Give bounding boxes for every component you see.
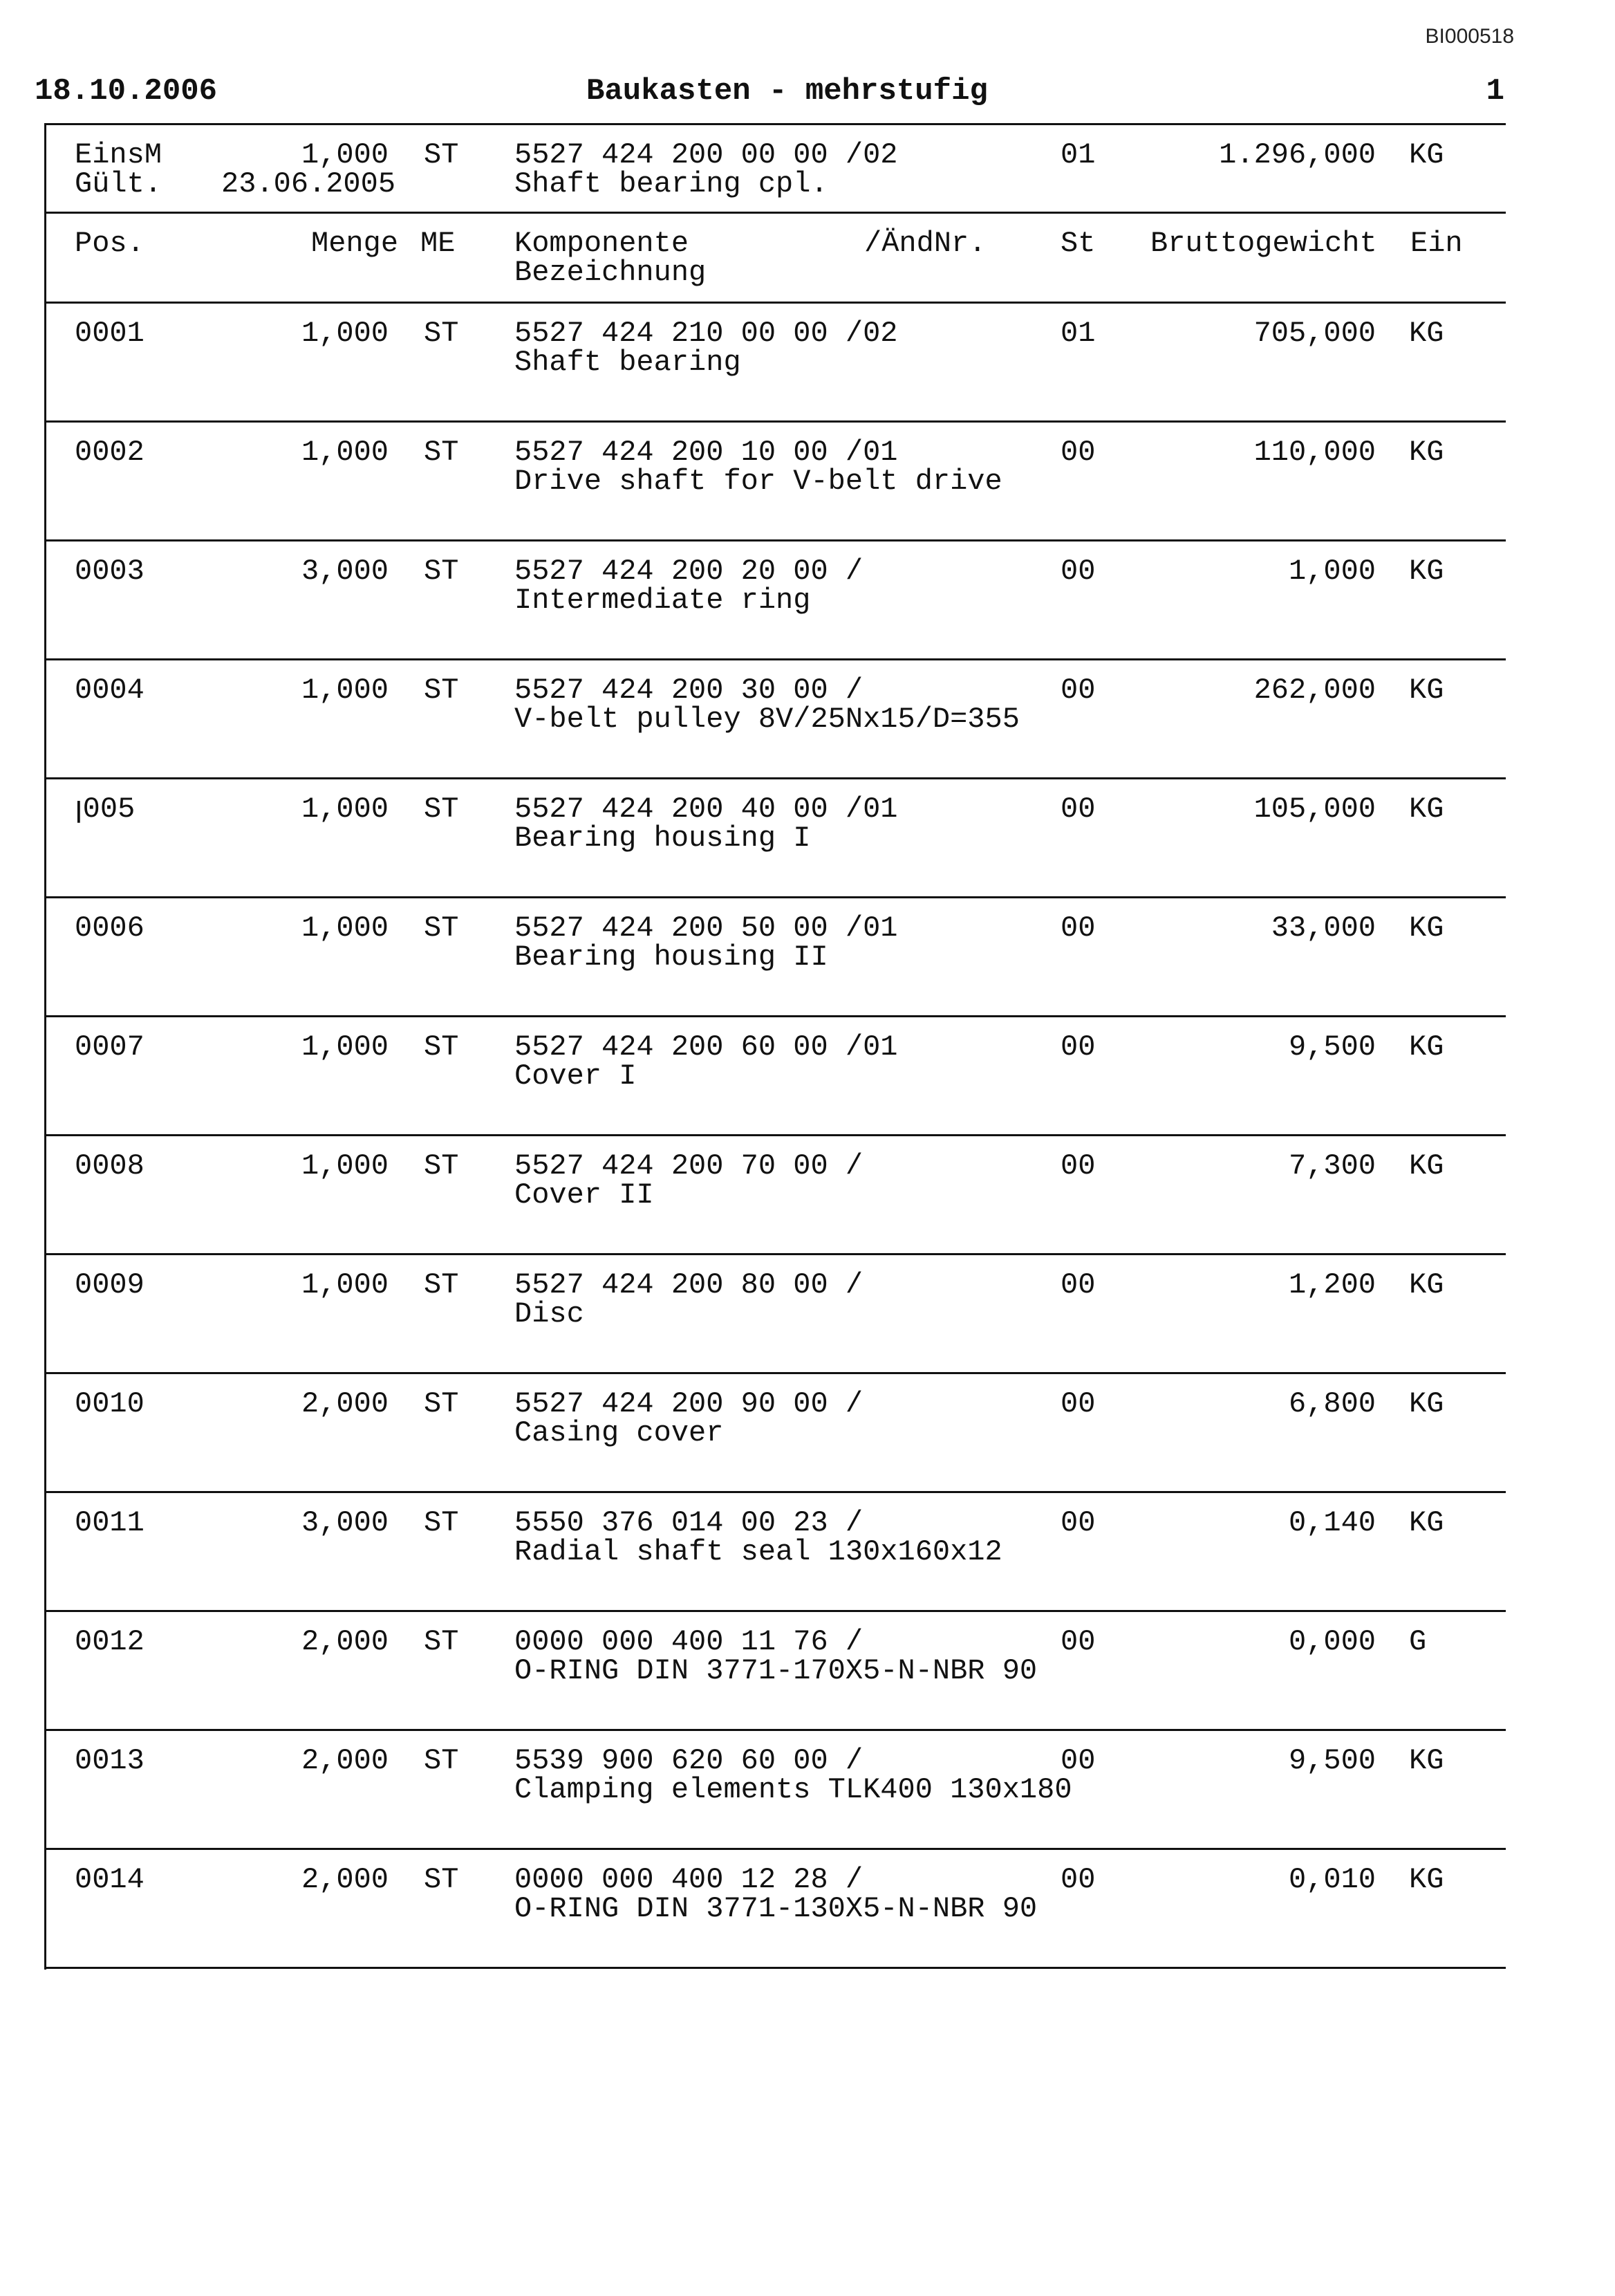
row-pos: 0013 <box>75 1744 144 1777</box>
assembly-weight: 1.296,000 <box>1219 138 1376 172</box>
table-row <box>44 1372 1506 1491</box>
row-weight: 9,500 <box>1288 1744 1376 1777</box>
row-quantity: 2,000 <box>301 1863 389 1896</box>
row-st: 00 <box>1061 793 1096 826</box>
row-weight: 6,800 <box>1288 1387 1376 1420</box>
row-description: Drive shaft for V-belt drive <box>514 465 1002 498</box>
row-weight: 0,140 <box>1288 1506 1376 1539</box>
page-number: 1 <box>1486 74 1504 109</box>
row-unit: ST <box>424 317 459 350</box>
row-unit: ST <box>424 674 459 707</box>
row-st: 01 <box>1061 317 1096 350</box>
table-row <box>44 1729 1506 1848</box>
row-quantity: 2,000 <box>301 1744 389 1777</box>
row-st: 00 <box>1061 1149 1096 1183</box>
assembly-quantity: 1,000 <box>301 138 389 172</box>
row-description: Cover I <box>514 1059 637 1093</box>
row-description: Radial shaft seal 130x160x12 <box>514 1535 1002 1568</box>
row-st: 00 <box>1061 1387 1096 1420</box>
row-unit: ST <box>424 1744 459 1777</box>
row-weight-unit: KG <box>1409 674 1444 707</box>
divider <box>44 123 1506 125</box>
col-st: St <box>1061 227 1096 260</box>
assembly-description: Shaft bearing cpl. <box>514 167 828 201</box>
row-quantity: 1,000 <box>301 674 389 707</box>
row-pos: 0009 <box>75 1268 144 1302</box>
row-weight: 0,010 <box>1288 1863 1376 1896</box>
row-description: O-RING DIN 3771-170X5-N-NBR 90 <box>514 1654 1038 1687</box>
row-description: Shaft bearing <box>514 346 741 379</box>
divider <box>44 212 1506 214</box>
row-pos: 0011 <box>75 1506 144 1539</box>
row-component-number: 5539 900 620 60 00 / <box>514 1744 863 1777</box>
row-weight-unit: KG <box>1409 1387 1444 1420</box>
col-me: ME <box>420 227 456 260</box>
row-weight-unit: KG <box>1409 793 1444 826</box>
row-st: 00 <box>1061 1030 1096 1064</box>
row-weight-unit: KG <box>1409 555 1444 588</box>
row-description: Cover II <box>514 1178 654 1212</box>
col-menge: Menge <box>311 227 399 260</box>
table-row <box>44 539 1506 658</box>
row-quantity: 1,000 <box>301 793 389 826</box>
document-id: BI000518 <box>1425 25 1514 48</box>
row-weight: 110,000 <box>1253 436 1376 469</box>
row-unit: ST <box>424 793 459 826</box>
row-weight-unit: KG <box>1409 1863 1444 1896</box>
row-quantity: 1,000 <box>301 911 389 945</box>
row-weight-unit: KG <box>1409 1030 1444 1064</box>
table-row <box>44 420 1506 539</box>
row-unit: ST <box>424 1268 459 1302</box>
row-component-number: 5527 424 200 70 00 / <box>514 1149 863 1183</box>
row-quantity: 1,000 <box>301 317 389 350</box>
row-st: 00 <box>1061 1744 1096 1777</box>
row-pos: 0006 <box>75 911 144 945</box>
row-unit: ST <box>424 1030 459 1064</box>
row-st: 00 <box>1061 911 1096 945</box>
row-quantity: 1,000 <box>301 1268 389 1302</box>
row-weight: 105,000 <box>1253 793 1376 826</box>
row-unit: ST <box>424 1387 459 1420</box>
row-description: Clamping elements TLK400 130x180 <box>514 1773 1072 1806</box>
row-component-number: 5550 376 014 00 23 / <box>514 1506 863 1539</box>
table-row <box>44 1015 1506 1134</box>
row-unit: ST <box>424 1625 459 1658</box>
table-row <box>44 1848 1506 1967</box>
row-pos: 0001 <box>75 317 144 350</box>
report-title: Baukasten - mehrstufig <box>586 74 988 109</box>
row-quantity: 3,000 <box>301 555 389 588</box>
einsm-label: EinsM <box>75 138 162 172</box>
row-quantity: 1,000 <box>301 436 389 469</box>
table-row <box>44 302 1506 420</box>
row-unit: ST <box>424 1863 459 1896</box>
row-unit: ST <box>424 555 459 588</box>
row-pos: 0003 <box>75 555 144 588</box>
table-row <box>44 1253 1506 1372</box>
col-bezeichnung: Bezeichnung <box>514 256 707 289</box>
row-component-number: 5527 424 210 00 00 /02 <box>514 317 898 350</box>
assembly-st: 01 <box>1061 138 1096 172</box>
row-weight: 0,000 <box>1288 1625 1376 1658</box>
row-pos: ꞁ005 <box>75 793 136 826</box>
row-component-number: 5527 424 200 80 00 / <box>514 1268 863 1302</box>
row-component-number: 5527 424 200 30 00 / <box>514 674 863 707</box>
row-weight: 7,300 <box>1288 1149 1376 1183</box>
row-weight: 1,200 <box>1288 1268 1376 1302</box>
row-component-number: 5527 424 200 10 00 /01 <box>514 436 898 469</box>
assembly-unit: ST <box>424 138 459 172</box>
row-unit: ST <box>424 911 459 945</box>
col-bruttogewicht: Bruttogewicht <box>1150 227 1377 260</box>
row-st: 00 <box>1061 674 1096 707</box>
bom-table <box>44 123 1506 1970</box>
divider <box>44 1967 1506 1969</box>
row-st: 00 <box>1061 1625 1096 1658</box>
row-weight: 9,500 <box>1288 1030 1376 1064</box>
row-description: V-belt pulley 8V/25Nx15/D=355 <box>514 703 1020 736</box>
row-unit: ST <box>424 436 459 469</box>
row-component-number: 5527 424 200 40 00 /01 <box>514 793 898 826</box>
row-description: Bearing housing II <box>514 941 828 974</box>
row-unit: ST <box>424 1506 459 1539</box>
row-component-number: 5527 424 200 90 00 / <box>514 1387 863 1420</box>
row-quantity: 1,000 <box>301 1030 389 1064</box>
row-st: 00 <box>1061 555 1096 588</box>
row-quantity: 3,000 <box>301 1506 389 1539</box>
row-weight-unit: KG <box>1409 1149 1444 1183</box>
row-weight: 705,000 <box>1253 317 1376 350</box>
row-weight-unit: KG <box>1409 436 1444 469</box>
col-ein: Ein <box>1410 227 1463 260</box>
row-quantity: 2,000 <box>301 1625 389 1658</box>
row-pos: 0010 <box>75 1387 144 1420</box>
row-weight: 1,000 <box>1288 555 1376 588</box>
row-description: Disc <box>514 1297 584 1331</box>
assembly-weight-unit: KG <box>1409 138 1444 172</box>
row-unit: ST <box>424 1149 459 1183</box>
table-row <box>44 896 1506 1015</box>
row-description: Casing cover <box>514 1416 724 1450</box>
row-component-number: 0000 000 400 11 76 / <box>514 1625 863 1658</box>
row-component-number: 0000 000 400 12 28 / <box>514 1863 863 1896</box>
row-pos: 0012 <box>75 1625 144 1658</box>
table-row <box>44 658 1506 777</box>
row-weight-unit: KG <box>1409 1268 1444 1302</box>
row-component-number: 5527 424 200 60 00 /01 <box>514 1030 898 1064</box>
gult-label: Gült. <box>75 167 162 201</box>
row-description: Bearing housing I <box>514 822 811 855</box>
gult-date: 23.06.2005 <box>221 167 396 201</box>
col-aendnr: /ÄndNr. <box>864 227 987 260</box>
row-weight-unit: KG <box>1409 911 1444 945</box>
row-quantity: 2,000 <box>301 1387 389 1420</box>
row-component-number: 5527 424 200 20 00 / <box>514 555 863 588</box>
row-weight-unit: KG <box>1409 317 1444 350</box>
row-st: 00 <box>1061 1506 1096 1539</box>
row-pos: 0014 <box>75 1863 144 1896</box>
row-quantity: 1,000 <box>301 1149 389 1183</box>
table-row <box>44 1491 1506 1610</box>
row-st: 00 <box>1061 436 1096 469</box>
col-komponente: Komponente <box>514 227 689 260</box>
assembly-number: 5527 424 200 00 00 /02 <box>514 138 898 172</box>
row-weight: 262,000 <box>1253 674 1376 707</box>
row-description: Intermediate ring <box>514 584 811 617</box>
table-row <box>44 1134 1506 1253</box>
row-pos: 0007 <box>75 1030 144 1064</box>
row-description: O-RING DIN 3771-130X5-N-NBR 90 <box>514 1892 1038 1925</box>
row-pos: 0002 <box>75 436 144 469</box>
row-st: 00 <box>1061 1268 1096 1302</box>
row-weight: 33,000 <box>1271 911 1376 945</box>
col-pos: Pos. <box>75 227 144 260</box>
row-weight-unit: G <box>1409 1625 1427 1658</box>
row-component-number: 5527 424 200 50 00 /01 <box>514 911 898 945</box>
row-weight-unit: KG <box>1409 1744 1444 1777</box>
row-pos: 0008 <box>75 1149 144 1183</box>
report-date: 18.10.2006 <box>35 74 218 109</box>
row-st: 00 <box>1061 1863 1096 1896</box>
row-weight-unit: KG <box>1409 1506 1444 1539</box>
row-pos: 0004 <box>75 674 144 707</box>
table-row <box>44 1610 1506 1729</box>
table-row <box>44 777 1506 896</box>
